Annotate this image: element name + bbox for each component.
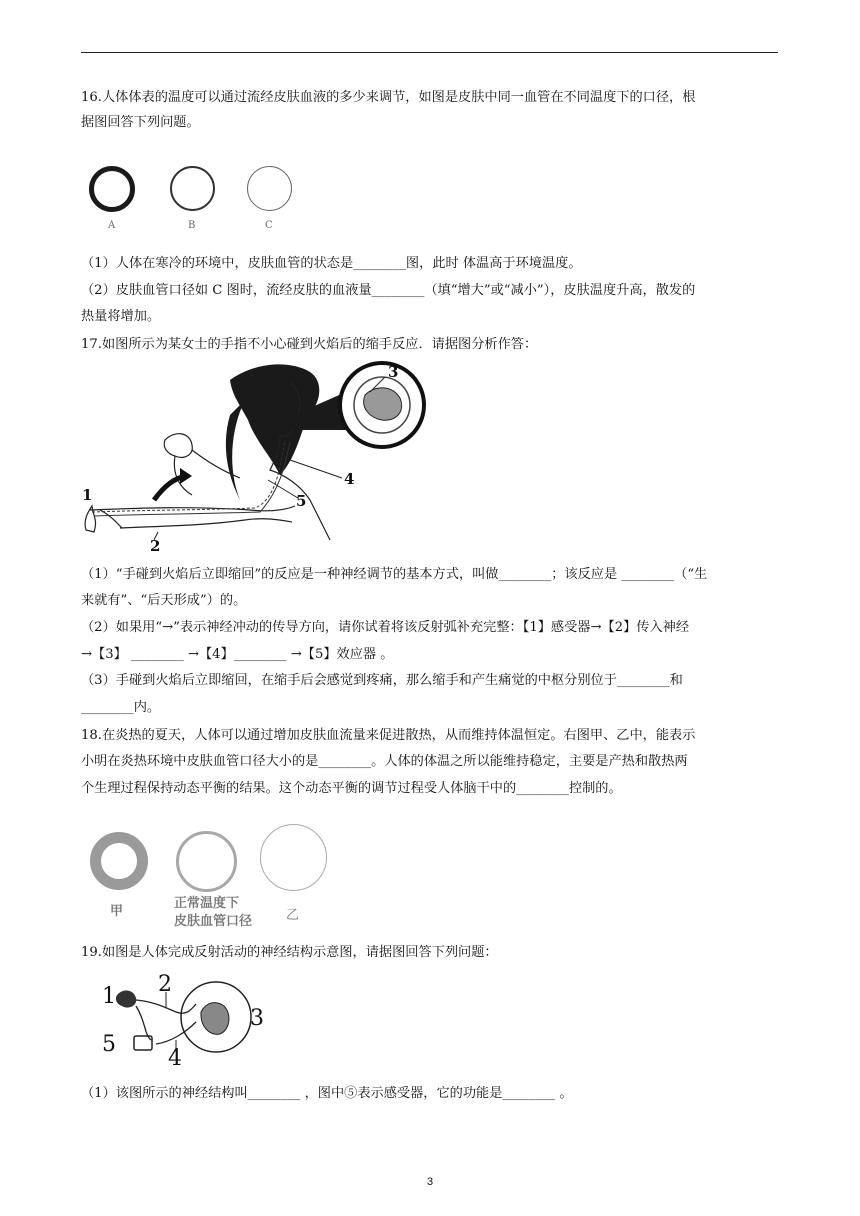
vessel-a-label: A	[108, 220, 116, 231]
vessel-jia-label: 甲	[110, 904, 124, 919]
vessel-caption-line1: 正常温度下	[174, 896, 240, 911]
q17-reflex-illustration	[80, 360, 440, 555]
page-number: 3	[426, 1176, 434, 1188]
q16-stem-line2: 据图回答下列问题。	[81, 115, 200, 130]
q18-line1: 18.在炎热的夏天，人体可以通过增加皮肤血流量来促进散热，从而维持体温恒定。右图甲、乙中，能表示	[81, 728, 696, 743]
withdrawal-reflex-drawing	[80, 360, 440, 555]
q19-stem: 19.如图是人体完成反射活动的神经结构示意图，请据图回答下列问题：	[81, 945, 498, 960]
q17-part1-line1: （1）“手碰到火焰后立即缩回”的反应是一种神经调节的基本方式，叫做________；该反应是 ________（“生	[81, 567, 708, 582]
q16-part2-line1: （2）皮肤血管口径如 C 图时，流经皮肤的血液量________（填“增大”或“减小”），皮肤温度升高，散发的	[81, 283, 696, 298]
vessel-b-ring	[170, 166, 215, 211]
q17-stem: 17.如图所示为某女士的手指不小心碰到火焰后的缩手反应．请据图分析作答：	[81, 337, 538, 352]
vessel-b-label: B	[188, 220, 196, 231]
header-rule	[81, 52, 778, 53]
q19-part1: （1）该图所示的神经结构叫________ ，图中⑤表示感受器，它的功能是________ 。	[81, 1086, 573, 1101]
q19-figure-number-3: 3	[250, 1006, 264, 1031]
q18-vessel-figure	[88, 822, 338, 930]
q16-part2-line2: 热量将增加。	[81, 309, 161, 324]
q19-figure-number-2: 2	[158, 972, 172, 997]
vessel-c-ring	[247, 166, 292, 211]
q16-part1: （1）人体在寒冷的环境中，皮肤血管的状态是________图，此时 体温高于环境温度。	[81, 256, 582, 271]
vessel-yi-ring	[260, 824, 327, 891]
q19-reflex-arc-figure	[96, 972, 276, 1072]
vessel-normal-ring	[176, 831, 237, 892]
vessel-yi-label: 乙	[286, 908, 300, 923]
vessel-c-label: C	[265, 220, 273, 231]
vessel-jia-ring	[90, 832, 148, 890]
q17-figure-number-3: 3	[388, 363, 399, 381]
q16-vessel-figure	[85, 160, 305, 240]
q17-figure-number-5: 5	[296, 492, 307, 510]
vessel-caption-line2: 皮肤血管口径	[174, 914, 253, 929]
vessel-a-ring	[89, 166, 135, 212]
q16-stem-line1: 16.人体体表的温度可以通过流经皮肤血液的多少来调节，如图是皮肤中同一血管在不同温度下的口径，根	[81, 90, 696, 105]
q17-part1-line2: 来就有”、“后天形成”）的。	[81, 593, 247, 608]
q17-part3-line1: （3）手碰到火焰后立即缩回，在缩手后会感觉到疼痛，那么缩手和产生痛觉的中枢分别位于________和	[81, 673, 683, 688]
q19-figure-number-4: 4	[168, 1046, 182, 1071]
q17-figure-number-1: 1	[82, 486, 93, 504]
q17-part2-line1: （2）如果用“→”表示神经冲动的传导方向，请你试着将该反射弧补充完整：【1】感受器→【2】传入神经	[81, 620, 690, 635]
q19-figure-number-1: 1	[102, 984, 116, 1009]
q18-line2: 小明在炎热环境中皮肤血管口径大小的是________。人体的体温之所以能维持稳定，主要是产热和散热两	[81, 754, 688, 769]
q19-figure-number-5: 5	[102, 1032, 116, 1057]
q18-line3: 个生理过程保持动态平衡的结果。这个动态平衡的调节过程受人体脑干中的________控制的。	[81, 781, 622, 796]
q17-figure-number-2: 2	[150, 537, 161, 555]
q17-part3-line2: ________内。	[81, 700, 161, 715]
reflex-arc-drawing	[96, 972, 276, 1072]
q17-part2-line2: →【3】 ________ →【4】________ →【5】效应器 。	[81, 647, 394, 662]
q17-figure-number-4: 4	[344, 470, 355, 488]
